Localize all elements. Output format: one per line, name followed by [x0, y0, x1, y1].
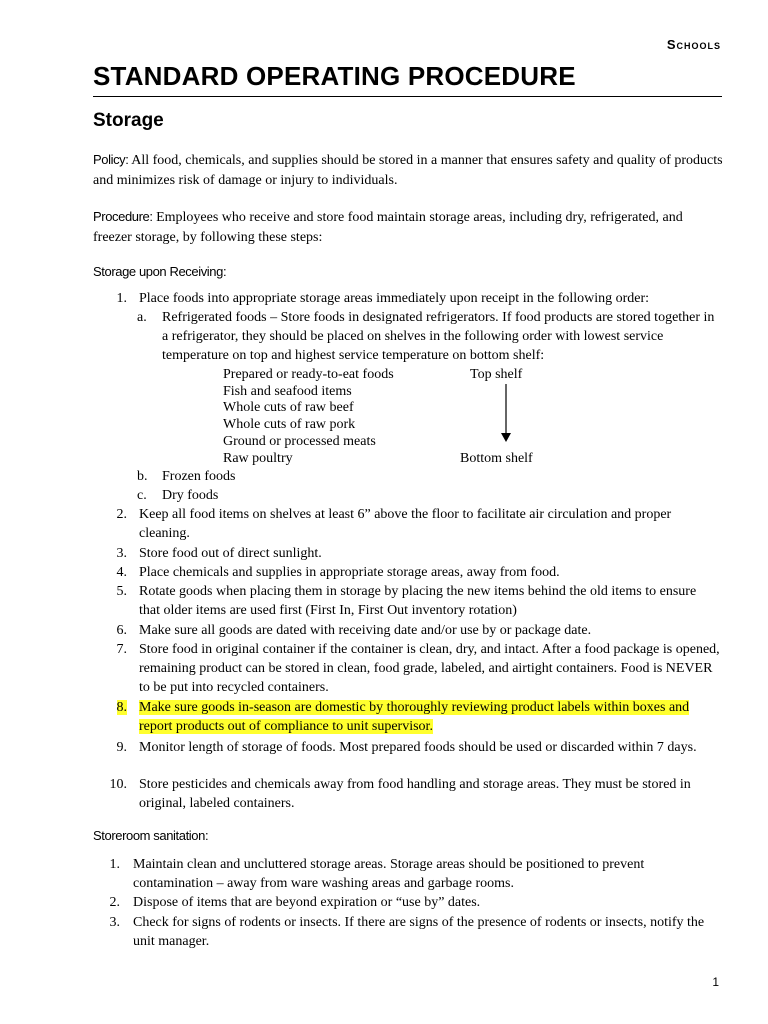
procedure-paragraph [93, 207, 725, 248]
list-number: 1. [109, 857, 120, 872]
list-number: 1. [116, 291, 127, 306]
shelf-order-item: Raw poultry [223, 451, 293, 466]
shelf-order-item: Whole cuts of raw pork [223, 417, 356, 432]
down-arrow-icon [498, 384, 514, 444]
list-number: 5. [116, 584, 127, 599]
sub-item-dry: Dry foods [162, 488, 219, 503]
list-item: Maintain clean and uncluttered storage areas. Storage areas should be positioned to prevent contamination – away from ware washing areas and garbage rooms. [133, 857, 645, 891]
list-item: Store pesticides and chemicals away from food handling and storage areas. They must be stored in original, labeled containers. [139, 777, 691, 811]
procedure-text: Employees who receive and store food maintain storage areas, including dry, refrigerated, and freezer storage, by following these steps: [93, 210, 683, 245]
list-item: Keep all food items on shelves at least 6” above the floor to facilitate air circulation and proper cleaning. [139, 507, 672, 541]
list-item: Store food in original container if the container is clean, dry, and intact. After a food package is opened, remaining product can be stored in clean, food grade, labeled, and airtight containers. Food is NEVER to be put into recycled containers. [139, 642, 720, 695]
receiving-heading: Storage upon Receiving: [93, 264, 227, 279]
list-number: 2. [116, 507, 127, 522]
sub-item-refrigerated: Refrigerated foods – Store foods in designated refrigerators. If food products are stored together in a refrigerator, they should be placed on shelves in the following order with lowest service temperature on top and highest service temperature on bottom shelf: [162, 310, 715, 363]
sub-letter: c. [137, 488, 147, 503]
list-item: Store food out of direct sunlight. [139, 546, 322, 561]
list-number: 6. [116, 623, 127, 638]
shelf-order-item: Whole cuts of raw beef [223, 400, 354, 415]
list-item: Monitor length of storage of foods. Most prepared foods should be used or discarded within 7 days. [139, 740, 697, 755]
list-number: 10. [109, 777, 127, 792]
header-label: Schools [666, 37, 721, 52]
list-item: Make sure all goods are dated with receiving date and/or use by or package date. [139, 623, 592, 638]
shelf-order-item: Prepared or ready-to-eat foods [223, 367, 394, 382]
policy-text: All food, chemicals, and supplies should be stored in a manner that ensures safety and quality of products and minimizes risk of damage or injury to individuals. [93, 153, 723, 188]
policy-paragraph [93, 150, 725, 191]
sub-letter: b. [137, 469, 148, 484]
title-rule [93, 96, 722, 97]
list-item: Dispose of items that are beyond expiration or “use by” dates. [133, 895, 481, 910]
list-item-highlighted [139, 698, 724, 736]
document-title: STANDARD OPERATING PROCEDURE [93, 61, 576, 91]
list-item: Place chemicals and supplies in appropriate storage areas, away from food. [139, 565, 560, 580]
sub-item-frozen: Frozen foods [162, 469, 236, 484]
procedure-label: Procedure: [93, 209, 153, 224]
policy-label: Policy: [93, 152, 129, 167]
sanitation-heading: Storeroom sanitation: [93, 828, 209, 843]
highlighted-text: Make sure goods in-season are domestic by thoroughly reviewing product labels within boxes and report products out of compliance to unit supervisor. [139, 700, 690, 734]
list-number: 7. [116, 642, 127, 657]
list-item: Rotate goods when placing them in storage by placing the new items behind the old items to ensure that older items are used first (First In, First Out inventory rotation) [139, 584, 697, 618]
list-number: 3. [116, 546, 127, 561]
shelf-order-item: Fish and seafood items [223, 384, 352, 399]
page-number: 1 [712, 975, 719, 989]
top-shelf-label: Top shelf [470, 367, 523, 382]
list-item: Check for signs of rodents or insects. If there are signs of the presence of rodents or insects, notify the unit manager. [133, 915, 705, 949]
list-number: 2. [109, 895, 120, 910]
shelf-order-item: Ground or processed meats [223, 434, 376, 449]
list-number: 9. [116, 740, 127, 755]
section-heading: Storage [93, 110, 164, 131]
list-number: 8. [116, 700, 127, 715]
list-item: Place foods into appropriate storage areas immediately upon receipt in the following order: [139, 291, 650, 306]
bottom-shelf-label: Bottom shelf [460, 451, 533, 466]
list-number: 4. [116, 565, 127, 580]
list-number: 3. [109, 915, 120, 930]
sub-letter: a. [137, 310, 147, 325]
